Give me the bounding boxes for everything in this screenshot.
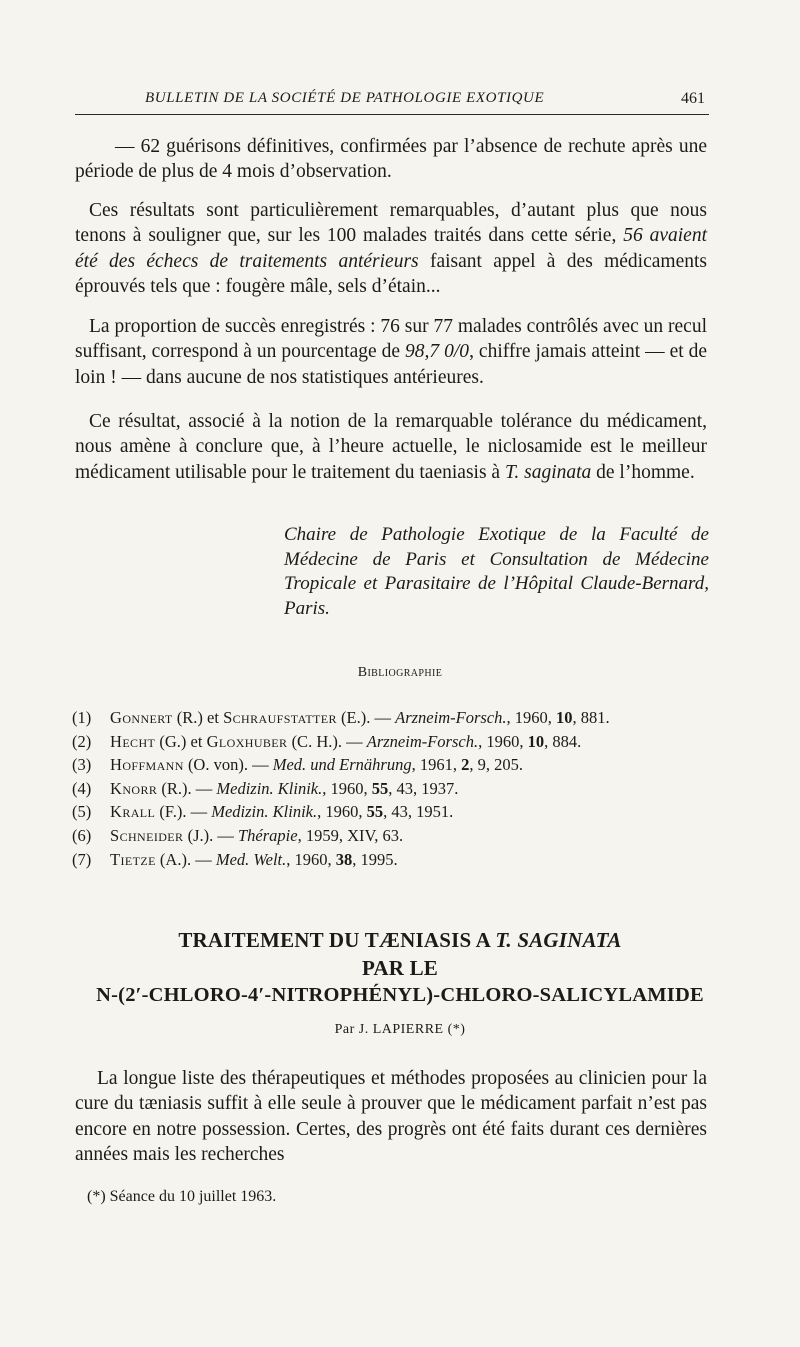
reference-text: (C. H.). — <box>287 731 367 751</box>
reference-text: (R.) et <box>172 708 224 727</box>
reference-journal: Thérapie <box>238 825 298 845</box>
reference-text: , 9, 205. <box>469 755 523 775</box>
reference-author: Gloxhuber <box>206 731 288 751</box>
reference-number: (3) <box>72 755 92 775</box>
reference-text: , 1959, XIV, 63. <box>297 825 404 845</box>
article-title-line-1 <box>70 928 730 953</box>
reference-author: Tietze <box>110 849 156 869</box>
paragraph-success-rate <box>75 314 707 390</box>
title-text: TRAITEMENT DU TÆNIASIS A <box>178 928 496 952</box>
reference-journal: Med. und Ernährung <box>272 755 412 775</box>
bibliography-entry <box>72 730 712 754</box>
reference-author: Krall <box>110 802 156 822</box>
page-header <box>75 90 709 115</box>
reference-author: Gonnert <box>110 708 173 727</box>
reference-volume: 55 <box>371 778 389 798</box>
page-number: 461 <box>681 90 705 107</box>
bibliography-list <box>72 706 712 871</box>
reference-number: (1) <box>72 708 92 727</box>
reference-journal: Medizin. Klinik. <box>216 778 323 798</box>
reference-journal: Arzneim-Forsch. <box>366 731 479 751</box>
reference-journal: Arzneim-Forsch. <box>395 708 507 727</box>
reference-volume: 10 <box>555 708 573 727</box>
reference-text: , 1960, <box>322 778 372 798</box>
title-species: T. SAGINATA <box>495 928 622 952</box>
reference-journal: Med. Welt. <box>215 849 287 869</box>
bibliography-entry <box>72 777 712 801</box>
reference-text: , 884. <box>544 731 582 751</box>
reference-text: , 881. <box>572 708 610 727</box>
byline: Par J. LAPIERRE (*) <box>334 1022 466 1037</box>
reference-text: , 43, 1937. <box>388 778 459 798</box>
paragraph-result-list-item: — 62 guérisons définitives, confirmées par l’absence de rechute après une période de plus de 4 mois d’observation. <box>75 136 707 183</box>
reference-author: Schneider <box>110 825 184 845</box>
percentage-text: 98,7 0/0 <box>405 341 470 363</box>
article-intro-paragraph: La longue liste des thérapeutiques et méthodes proposées au clinicien pour la cure du tæniasis suffit à elle seule à prouver que le médicament parfait n’est pas encore en notre possession. Certes, des progrès ont été faits durant ces dernières années mais les recherches <box>75 1068 707 1165</box>
reference-text: (E.). — <box>336 708 396 727</box>
paragraph-text: de l’homme. <box>591 461 695 483</box>
reference-volume: 38 <box>335 849 353 869</box>
author-affiliation: Chaire de Pathologie Exotique de la Faculté de Médecine de Paris et Consultation de Médecine Tropicale et Parasitaire de l’Hôpital Claude-Bernard, Paris. <box>284 524 709 619</box>
footnote: (*) Séance du 10 juillet 1963. <box>87 1188 277 1205</box>
reference-text: , 43, 1951. <box>383 802 454 822</box>
species-name: T. saginata <box>504 461 592 483</box>
bibliography-entry <box>72 824 712 848</box>
paragraph-text: Ces résultats sont particulièrement remarquables, d’autant plus que nous tenons à souligner que, sur les 100 malades traités dans cette série, <box>75 200 707 247</box>
reference-text: , 1960, <box>478 731 528 751</box>
paragraph-text: La proportion de succès enregistrés : 76 sur 77 malades contrôlés avec un recul suffisant, correspond à un pourcentage de <box>75 316 707 363</box>
reference-volume: 55 <box>366 802 384 822</box>
reference-text: (F.). — <box>155 802 212 822</box>
reference-text: , 1960, <box>506 708 556 727</box>
reference-author: Knorr <box>110 778 158 798</box>
reference-text: , 1961, <box>411 755 462 775</box>
reference-text: (J.). — <box>183 825 238 845</box>
reference-author: Schraufstatter <box>223 708 337 727</box>
reference-journal: Medizin. Klinik. <box>211 802 318 822</box>
reference-text: , 1995. <box>352 849 398 869</box>
reference-number: (7) <box>72 849 92 869</box>
article-title-line-3: N-(2′-CHLORO-4′-NITROPHÉNYL)-CHLORO-SALICYLAMIDE <box>96 984 704 1006</box>
article-title-line-2: PAR LE <box>361 956 439 980</box>
bibliography-entry <box>72 753 712 777</box>
paragraph-conclusion <box>75 409 707 485</box>
reference-text: (R.). — <box>157 778 217 798</box>
bibliography-entry <box>72 800 712 824</box>
paragraph-text: faisant appel à des médicaments éprouvés tels que : fougère mâle, sels d’étain... <box>75 250 707 297</box>
reference-author: Hoffmann <box>110 755 184 775</box>
running-head: BULLETIN DE LA SOCIÉTÉ DE PATHOLOGIE EXOTIQUE <box>145 90 545 106</box>
paragraph-italic-text: 56 avaient été des échecs de traitements antérieurs <box>75 225 707 272</box>
reference-number: (5) <box>72 802 92 822</box>
reference-text: (G.) et <box>155 731 207 751</box>
reference-volume: 10 <box>527 731 545 751</box>
reference-number: (4) <box>72 778 92 798</box>
reference-text: , 1960, <box>286 849 336 869</box>
bibliography-entry <box>72 848 712 872</box>
reference-text: (O. von). — <box>183 755 273 775</box>
bibliography-entry <box>72 706 712 730</box>
paragraph-text: , chiffre jamais atteint — et de loin ! — dans aucune de nos statistiques antérieures. <box>75 341 708 388</box>
bibliography-heading: Bibliographie <box>357 665 443 680</box>
paragraph-remarkable-results <box>75 198 707 299</box>
reference-text: , 1960, <box>317 802 367 822</box>
paragraph-text: Ce résultat, associé à la notion de la remarquable tolérance du médicament, nous amène à conclure que, à l’heure actuelle, le niclosamide est le meilleur médicament utilisable pour le traitement du taeniasis à <box>75 411 707 483</box>
reference-number: (2) <box>72 731 92 751</box>
reference-number: (6) <box>72 825 92 845</box>
reference-author: Hecht <box>110 731 156 751</box>
reference-volume: 2 <box>461 755 470 775</box>
reference-text: (A.). — <box>155 849 216 869</box>
